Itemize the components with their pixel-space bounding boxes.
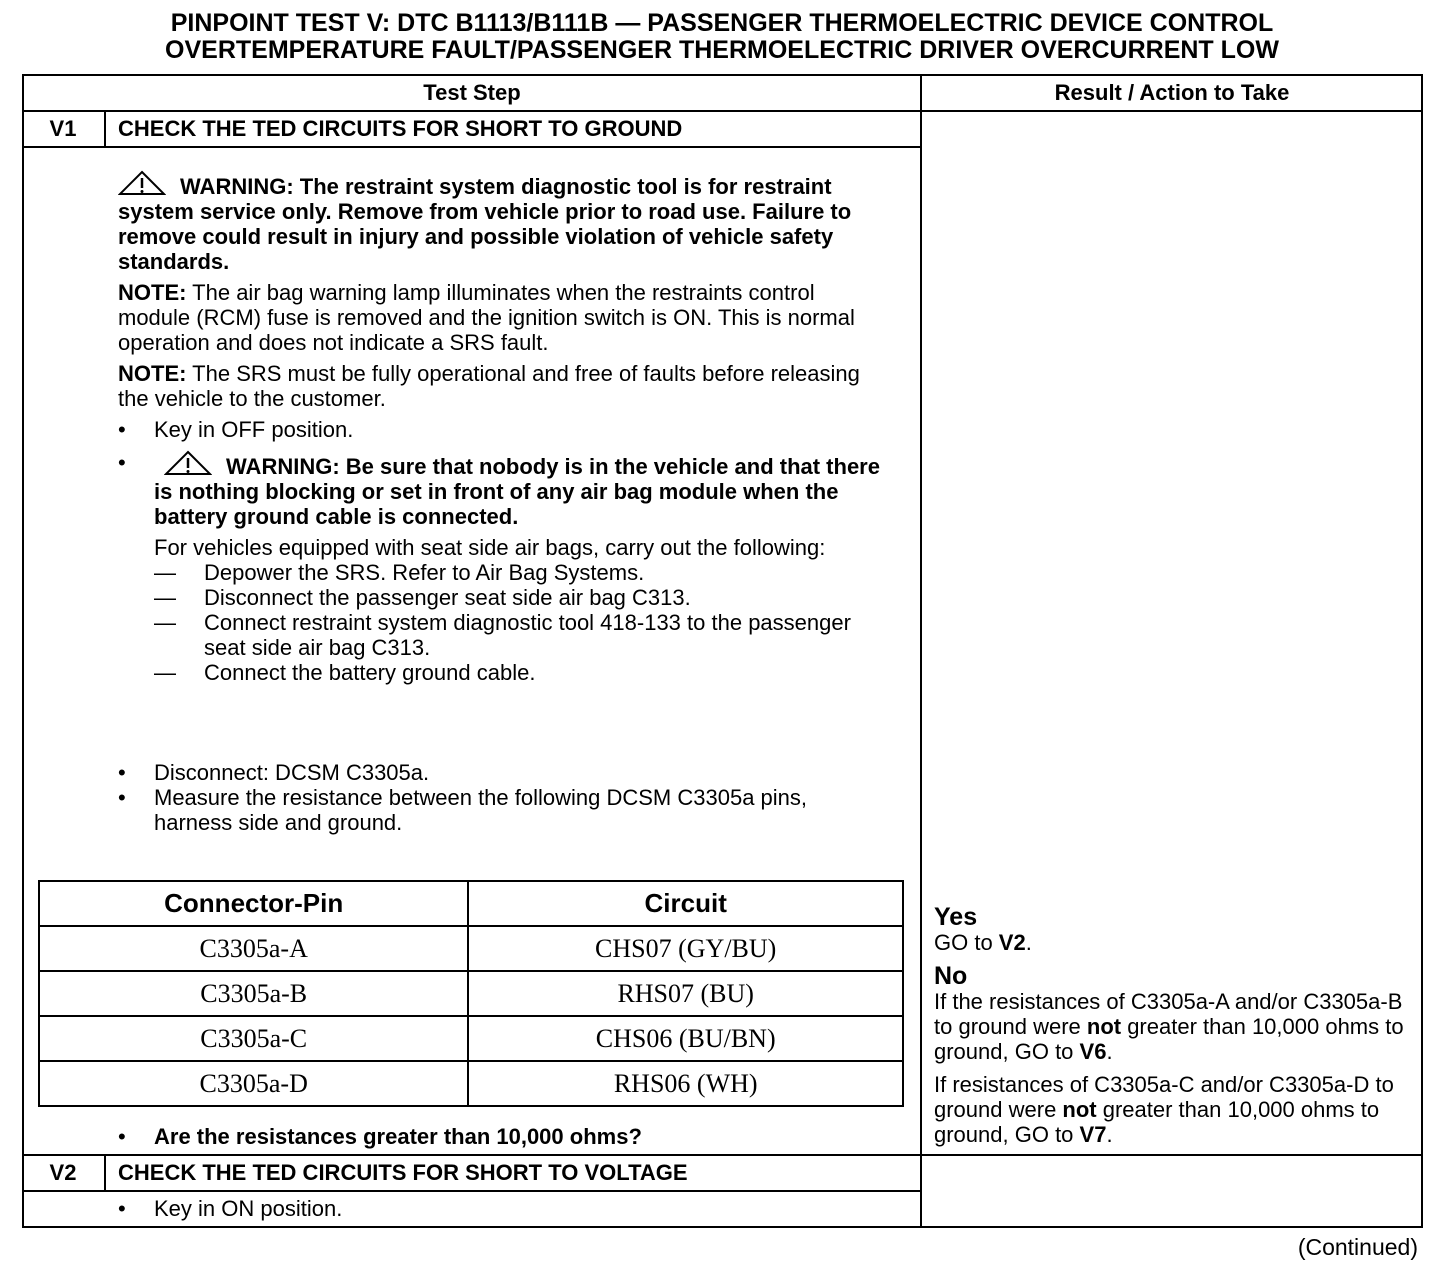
v1-title-divider	[22, 146, 922, 148]
no-1-end: .	[1106, 1039, 1113, 1064]
pin-cell: C3305a-D	[39, 1061, 468, 1106]
v1-measure-steps	[118, 760, 888, 835]
v1-v2-divider	[22, 1154, 1423, 1156]
dash-item-3: — Connect restraint system diagnostic tool 418-133 to the passenger seat side air bag C313.	[154, 610, 851, 660]
warning-2-text: WARNING: Be sure that nobody is in the vehicle and that there is nothing blocking or set in front of any air bag module when the battery ground cable is connected.	[154, 454, 880, 529]
title-line-2: OVERTEMPERATURE FAULT/PASSENGER THERMOELECTRIC DRIVER OVERCURRENT LOW	[165, 36, 1279, 64]
v2-body	[118, 1196, 888, 1221]
bullet-warning-2: • WARNING: Be sure that nobody is in the vehicle and that there is nothing blocking or set in front of any air bag module when the battery ground cable is connected.	[118, 450, 880, 529]
page-title	[22, 10, 1422, 64]
header-test-step: Test Step	[423, 80, 521, 105]
dash-item-1-text: Depower the SRS. Refer to Air Bag Systems.	[204, 560, 645, 585]
warning-1-text: WARNING: The restraint system diagnostic tool is for restraint system service only. Remove from vehicle prior to road use. Failure to remove could result in injury and possible violation of vehicle safety standards.	[118, 174, 852, 274]
v1-question	[118, 1124, 898, 1149]
v2-title-divider	[22, 1190, 922, 1192]
note-2-text: The SRS must be fully operational and free of faults before releasing the vehicle to the customer.	[118, 361, 860, 411]
no-2-end: .	[1106, 1122, 1113, 1147]
v2-id-divider	[104, 1154, 106, 1192]
circuit-cell: RHS06 (WH)	[468, 1061, 903, 1106]
bullet-disconnect: • Disconnect: DCSM C3305a.	[118, 760, 430, 785]
dash-item-2-text: Disconnect the passenger seat side air bag C313.	[204, 585, 691, 610]
no-action-2	[934, 1072, 1422, 1147]
note-2-label: NOTE:	[118, 361, 187, 386]
no-1-emphasis: not	[1086, 1014, 1122, 1039]
no-1-text-b: greater than 10,000 ohms to ground, GO to	[934, 1014, 1404, 1064]
warning-1	[118, 170, 888, 274]
seat-side-steps	[118, 535, 888, 685]
no-1-target: V6	[1079, 1039, 1107, 1064]
no-action-1	[934, 989, 1422, 1064]
col-connector-pin: Connector-Pin	[39, 881, 468, 926]
title-line-1: PINPOINT TEST V: DTC B1113/B111B — PASSENGER THERMOELECTRIC DEVICE CONTROL	[170, 9, 1274, 37]
dash-item-2: — Disconnect the passenger seat side air bag C313.	[154, 585, 691, 610]
v1-step-title: CHECK THE TED CIRCUITS FOR SHORT TO GROUND	[118, 116, 683, 141]
column-divider	[920, 74, 922, 1228]
question-text: Are the resistances greater than 10,000 ohms?	[154, 1124, 642, 1149]
bullet-key-off: • Key in OFF position.	[118, 417, 354, 442]
seat-side-intro: For vehicles equipped with seat side air bags, carry out the following:	[154, 535, 826, 560]
table-row	[39, 1061, 903, 1106]
bullet-key-on: • Key in ON position.	[118, 1196, 343, 1221]
pin-cell: C3305a-B	[39, 971, 468, 1016]
bullet-key-on-text: Key in ON position.	[154, 1196, 343, 1221]
no-2-emphasis: not	[1062, 1097, 1097, 1122]
no-2-text-b: greater than 10,000 ohms to ground, GO to	[934, 1097, 1380, 1147]
v1-id-divider	[104, 110, 106, 148]
col-circuit: Circuit	[468, 881, 903, 926]
no-label: No	[934, 962, 968, 990]
dash-item-4: — Connect the battery ground cable.	[154, 660, 536, 685]
v1-step-id: V1	[49, 116, 77, 141]
warning-triangle-icon	[164, 450, 212, 476]
continued-label: (Continued)	[1297, 1234, 1418, 1260]
v2-step-id: V2	[49, 1160, 77, 1185]
warning-triangle-icon	[118, 170, 166, 196]
bullet-disconnect-text: Disconnect: DCSM C3305a.	[154, 760, 430, 785]
yes-label: Yes	[934, 903, 978, 931]
v1-result	[934, 904, 1422, 1147]
circuit-cell: CHS06 (BU/BN)	[468, 1016, 903, 1061]
dash-item-1: — Depower the SRS. Refer to Air Bag Systems.	[154, 560, 645, 585]
header-result: Result / Action to Take	[1054, 80, 1290, 105]
table-row	[39, 1016, 903, 1061]
bullet-question: • Are the resistances greater than 10,000 ohms?	[118, 1124, 642, 1149]
bullet-measure-text: Measure the resistance between the following DCSM C3305a pins, harness side and ground.	[154, 785, 808, 835]
yes-action-prefix: GO to	[934, 930, 999, 955]
no-2-target: V7	[1079, 1122, 1107, 1147]
header-divider	[22, 110, 1423, 112]
pin-cell: C3305a-A	[39, 926, 468, 971]
no-1-text-a: If the resistances of C3305a-A and/or C3305a-B to ground were	[934, 989, 1403, 1039]
circuit-cell: RHS07 (BU)	[468, 971, 903, 1016]
circuit-cell: CHS07 (GY/BU)	[468, 926, 903, 971]
pin-table-header	[39, 881, 903, 926]
yes-action	[934, 930, 1422, 955]
pin-cell: C3305a-C	[39, 1016, 468, 1061]
v2-step-title: CHECK THE TED CIRCUITS FOR SHORT TO VOLTAGE	[118, 1160, 688, 1185]
table-row	[39, 926, 903, 971]
bullet-key-off-text: Key in OFF position.	[154, 417, 354, 442]
dash-item-3-text: Connect restraint system diagnostic tool 418-133 to the passenger seat side air bag C313.	[204, 610, 851, 660]
no-2-text-a: If resistances of C3305a-C and/or C3305a-D to ground were	[934, 1072, 1394, 1122]
yes-action-suffix: .	[1025, 930, 1032, 955]
connector-pin-table	[38, 880, 904, 1107]
note-1-text: The air bag warning lamp illuminates when the restraints control module (RCM) fuse is removed and the ignition switch is ON. This is normal operation and does not indicate a SRS fault.	[118, 280, 855, 355]
note-1	[118, 280, 888, 355]
dash-item-4-text: Connect the battery ground cable.	[204, 660, 536, 685]
v1-body	[118, 170, 888, 685]
yes-target: V2	[998, 930, 1026, 955]
bullet-measure: • Measure the resistance between the following DCSM C3305a pins, harness side and ground.	[118, 785, 808, 835]
table-row	[39, 971, 903, 1016]
note-2	[118, 361, 888, 411]
note-1-label: NOTE:	[118, 280, 187, 305]
